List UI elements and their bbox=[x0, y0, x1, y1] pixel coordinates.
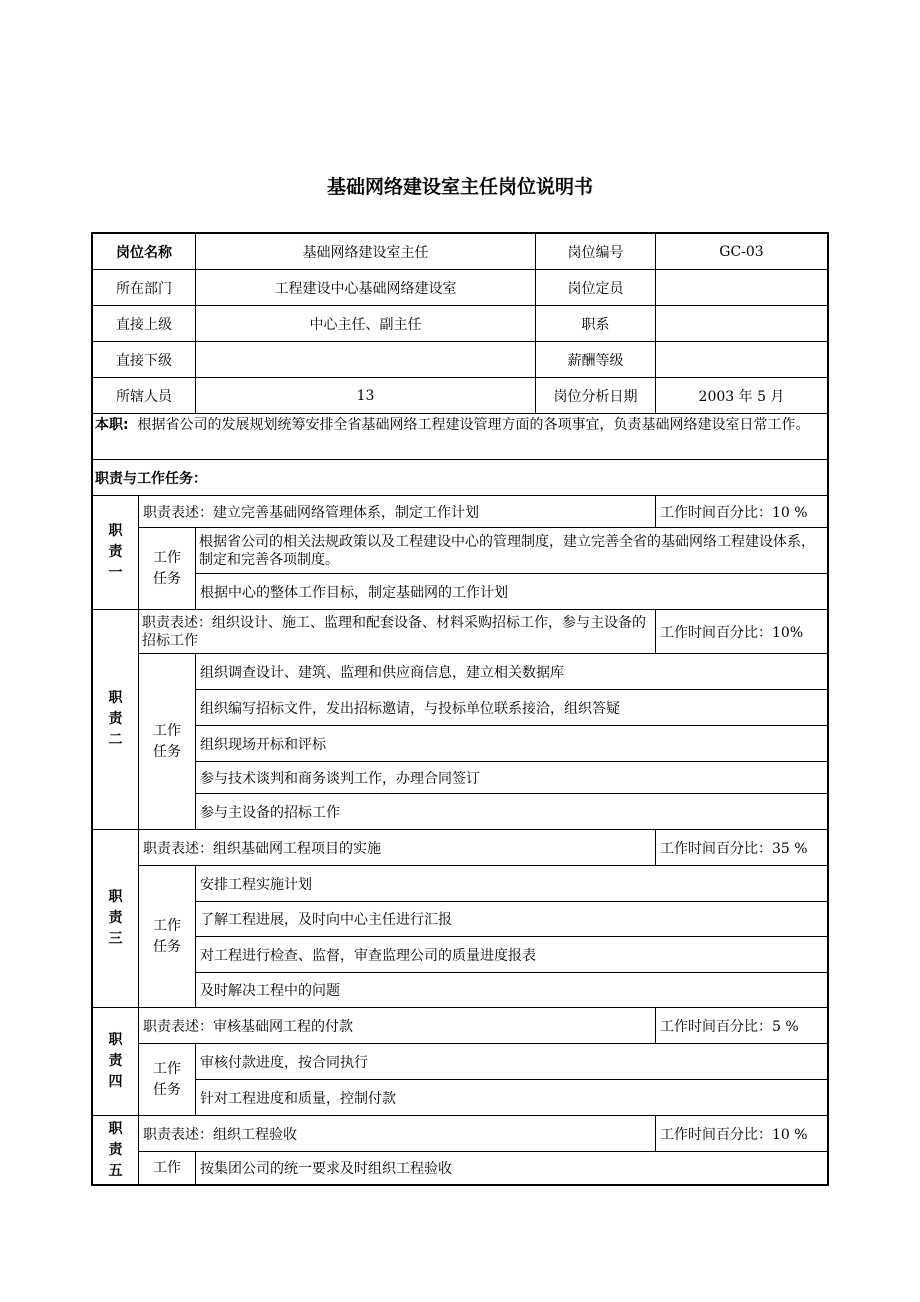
task-label-line: 任务 bbox=[153, 570, 181, 587]
duty-5-task-label bbox=[139, 1152, 196, 1184]
task-label-line: 任务 bbox=[153, 938, 181, 955]
duty-name-char: 责 bbox=[108, 711, 123, 727]
task-label-line: 工作 bbox=[153, 1159, 181, 1176]
duty-3-task-2: 了解工程进展，及时向中心主任进行汇报 bbox=[196, 902, 827, 937]
duty-3-task-3: 对工程进行检查、监督，审查监理公司的质量进度报表 bbox=[196, 937, 827, 973]
duty-5-time-percent: 工作时间百分比：10 % bbox=[656, 1116, 827, 1152]
duty-4-time-percent: 工作时间百分比：5 % bbox=[656, 1008, 827, 1044]
task-label-line: 工作 bbox=[153, 917, 181, 934]
benzhi-label: 本职: bbox=[95, 417, 129, 433]
duty-name-char: 职 bbox=[108, 1032, 123, 1048]
header-value-staff: 13 bbox=[196, 378, 536, 414]
header-label-headcount: 岗位定员 bbox=[536, 270, 656, 306]
header-label-department: 所在部门 bbox=[93, 270, 196, 306]
duty-4-name bbox=[93, 1008, 139, 1116]
duty-2-task-4: 参与技术谈判和商务谈判工作，办理合同签订 bbox=[196, 762, 827, 794]
duty-name-char: 责 bbox=[108, 910, 123, 926]
header-label-position-name: 岗位名称 bbox=[93, 234, 196, 270]
duty-name-char: 职 bbox=[108, 1120, 123, 1137]
header-value-superior: 中心主任、副主任 bbox=[196, 306, 536, 342]
header-label-position-code: 岗位编号 bbox=[536, 234, 656, 270]
duty-4-task-label bbox=[139, 1044, 196, 1116]
duty-4-statement: 职责表述：审核基础网工程的付款 bbox=[139, 1008, 656, 1044]
duty-3-task-1: 安排工程实施计划 bbox=[196, 866, 827, 902]
header-value-position-code: GC-03 bbox=[656, 234, 827, 270]
duty-5-name bbox=[93, 1116, 139, 1184]
document-title: 基础网络建设室主任岗位说明书 bbox=[326, 176, 593, 198]
job-description-table bbox=[91, 232, 829, 1186]
header-label-superior: 直接上级 bbox=[93, 306, 196, 342]
duty-5-statement: 职责表述：组织工程验收 bbox=[139, 1116, 656, 1152]
duties-heading: 职责与工作任务： bbox=[93, 460, 827, 496]
task-label-line: 工作 bbox=[153, 1060, 181, 1077]
header-value-headcount bbox=[656, 270, 827, 306]
duty-name-char: 三 bbox=[108, 931, 123, 947]
duty-name-char: 责 bbox=[108, 1053, 123, 1069]
duty-1-name bbox=[93, 496, 139, 610]
benzhi-row bbox=[93, 414, 827, 460]
duty-name-char: 责 bbox=[108, 544, 123, 560]
duty-name-char: 五 bbox=[108, 1162, 123, 1179]
duty-2-task-3: 组织现场开标和评标 bbox=[196, 726, 827, 762]
benzhi-text: 根据省公司的发展规划统筹安排全省基础网络工程建设管理方面的各项事宜，负责基础网络建设室日常工作。 bbox=[137, 417, 810, 433]
duty-3-task-label bbox=[139, 866, 196, 1008]
duty-3-time-percent: 工作时间百分比：35 % bbox=[656, 830, 827, 866]
duty-3-task-4: 及时解决工程中的问题 bbox=[196, 973, 827, 1008]
duty-1-task-1: 根据省公司的相关法规政策以及工程建设中心的管理制度，建立完善全省的基础网络工程建设体系，制定和完善各项制度。 bbox=[196, 528, 827, 574]
header-label-pay-grade: 薪酬等级 bbox=[536, 342, 656, 378]
header-value-position-name: 基础网络建设室主任 bbox=[196, 234, 536, 270]
duty-name-char: 责 bbox=[108, 1141, 123, 1158]
header-value-analysis-date: 2003 年 5 月 bbox=[656, 378, 827, 414]
duty-1-statement: 职责表述：建立完善基础网络管理体系，制定工作计划 bbox=[139, 496, 656, 528]
task-label-line: 任务 bbox=[153, 1081, 181, 1098]
duty-name-char: 职 bbox=[108, 889, 123, 905]
duty-name-char: 二 bbox=[108, 732, 123, 748]
task-label-line: 工作 bbox=[153, 549, 181, 566]
header-label-subordinate: 直接下级 bbox=[93, 342, 196, 378]
duty-4-task-1: 审核付款进度，按合同执行 bbox=[196, 1044, 827, 1080]
duty-3-name bbox=[93, 830, 139, 1008]
duty-name-char: 四 bbox=[108, 1074, 123, 1090]
duty-name-char: 职 bbox=[108, 523, 123, 539]
duty-name-char: 一 bbox=[108, 565, 123, 581]
duty-2-task-5: 参与主设备的招标工作 bbox=[196, 794, 827, 830]
header-value-pay-grade bbox=[656, 342, 827, 378]
task-label-line: 任务 bbox=[153, 743, 181, 760]
duty-2-task-label bbox=[139, 654, 196, 830]
duty-1-task-2: 根据中心的整体工作目标，制定基础网的工作计划 bbox=[196, 574, 827, 610]
header-label-analysis-date: 岗位分析日期 bbox=[536, 378, 656, 414]
duty-name-char: 职 bbox=[108, 690, 123, 706]
duty-2-name bbox=[93, 610, 139, 830]
duty-4-task-2: 针对工程进度和质量，控制付款 bbox=[196, 1080, 827, 1116]
header-label-job-family: 职系 bbox=[536, 306, 656, 342]
duty-2-time-percent: 工作时间百分比：10% bbox=[656, 610, 827, 654]
duty-2-statement: 职责表述：组织设计、施工、监理和配套设备、材料采购招标工作，参与主设备的招标工作 bbox=[139, 610, 656, 654]
duty-1-time-percent: 工作时间百分比：10 % bbox=[656, 496, 827, 528]
header-label-staff: 所辖人员 bbox=[93, 378, 196, 414]
header-value-subordinate bbox=[196, 342, 536, 378]
duty-2-task-2: 组织编写招标文件，发出招标邀请，与投标单位联系接洽，组织答疑 bbox=[196, 690, 827, 726]
duty-5-task-1: 按集团公司的统一要求及时组织工程验收 bbox=[200, 1161, 452, 1177]
duty-2-task-1: 组织调查设计、建筑、监理和供应商信息，建立相关数据库 bbox=[196, 654, 827, 690]
duty-1-task-label bbox=[139, 528, 196, 610]
header-value-department: 工程建设中心基础网络建设室 bbox=[196, 270, 536, 306]
duty-3-statement: 职责表述：组织基础网工程项目的实施 bbox=[139, 830, 656, 866]
header-value-job-family bbox=[656, 306, 827, 342]
task-label-line: 工作 bbox=[153, 722, 181, 739]
